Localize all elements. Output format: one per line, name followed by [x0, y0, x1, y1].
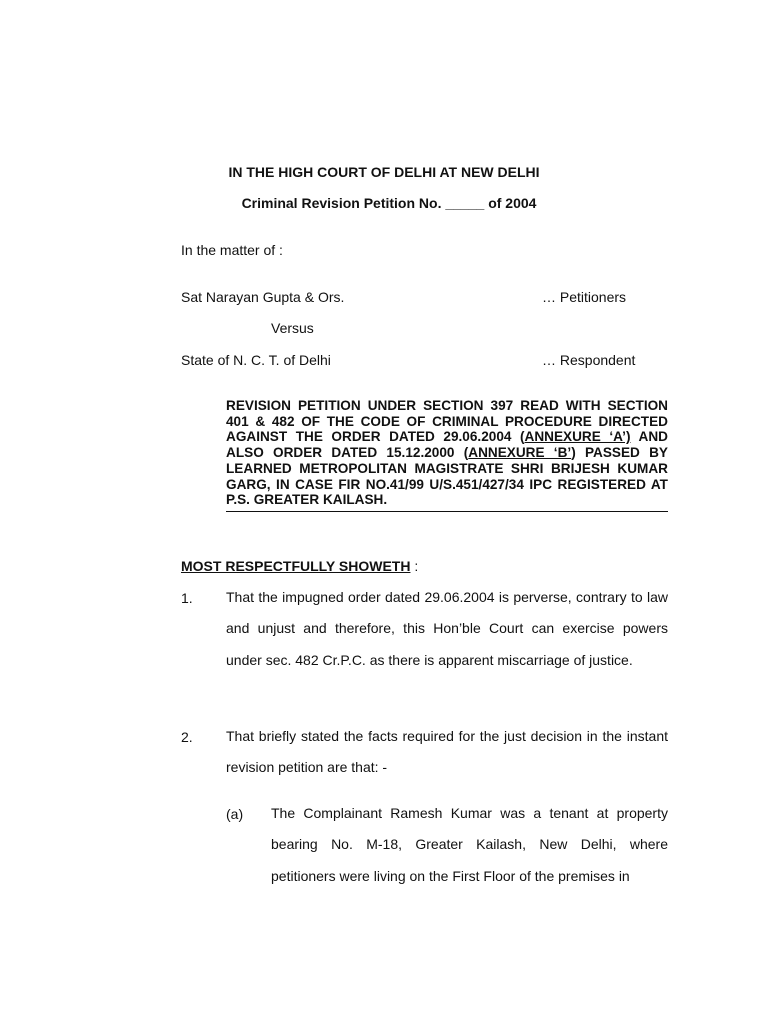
subject-part-1: REVISION PETITION UNDER SECTION 397 READ WITH SECTION 401 & 482 OF THE CODE OF CRIMINAL PROCEDURE DIRECTED AGAINST THE ORDER DATED 29.06.2004 (	[226, 398, 668, 445]
sub-paragraph-text: The Complainant Ramesh Kumar was a tenant at property bearing No. M-18, Greater Kailash, New Delhi, where petitioners were living on the First Floor of the premises in	[271, 805, 668, 884]
court-title: IN THE HIGH COURT OF DELHI AT NEW DELHI	[228, 164, 540, 180]
respondent-role: … Respondent	[542, 352, 636, 368]
paragraph-text: That the impugned order dated 29.06.2004 is perverse, contrary to law and unjust and therefore, this Hon’ble Court can exercise powers under sec. 482 Cr.P.C. as there is apparent miscarriage of justice.	[226, 589, 668, 668]
showeth-line	[181, 558, 418, 574]
showeth-heading: MOST RESPECTFULLY SHOWETH	[181, 558, 411, 574]
sub-paragraph-label: (a)	[226, 806, 244, 822]
annexure-a-reference: ANNEXURE ‘A’)	[524, 429, 631, 445]
respondent-name: State of N. C. T. of Delhi	[181, 352, 331, 368]
petitioner-name: Sat Narayan Gupta & Ors.	[181, 289, 345, 305]
annexure-b-reference: ANNEXURE ‘B’	[468, 445, 572, 461]
showeth-suffix: :	[410, 558, 419, 574]
subject-part-3: ) PASSED BY LEARNED METROPOLITAN MAGISTRATE SHRI BRIJESH KUMAR GARG, IN CASE FIR NO.41/99 U/S.451/427/34 IPC REGISTERED AT P.S. GREATER KAILASH.	[226, 445, 669, 508]
paragraph-number: 2.	[181, 729, 193, 745]
petitioner-role: … Petitioners	[542, 289, 627, 305]
versus-label: Versus	[271, 320, 314, 336]
petition-subject	[226, 398, 668, 512]
petition-number: Criminal Revision Petition No. _____ of 2004	[241, 195, 537, 211]
subject-part-2: AND ALSO ORDER DATED 15.12.2000 (	[226, 429, 668, 461]
matter-label: In the matter of :	[181, 242, 283, 258]
paragraph-number: 1.	[181, 590, 193, 606]
paragraph-text: That briefly stated the facts required for the just decision in the instant revision petition are that: -	[226, 728, 668, 776]
